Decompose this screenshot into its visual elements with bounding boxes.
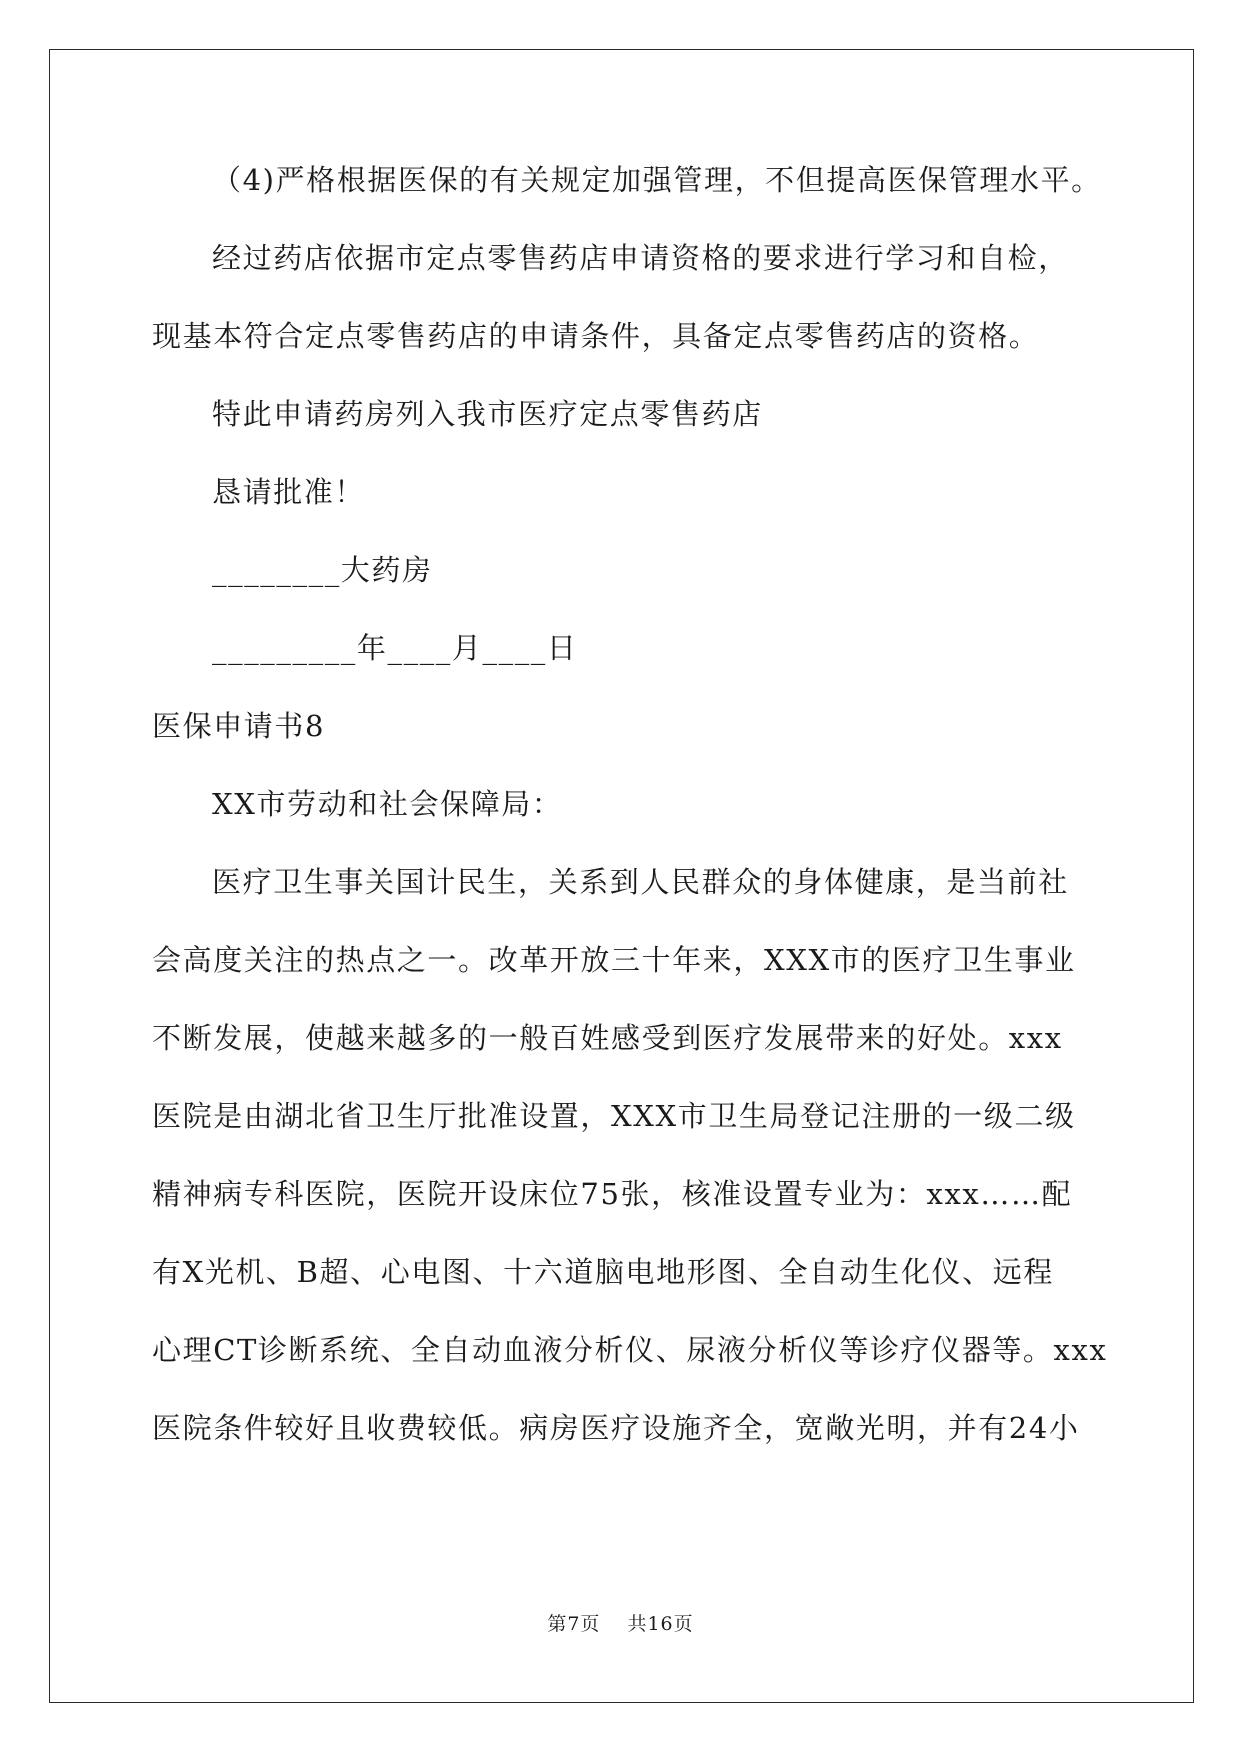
paragraph-line: 会高度关注的热点之一。改革开放三十年来，XXX市的医疗卫生事业 (152, 943, 1076, 977)
paragraph-line: 恳请批准！ (212, 475, 366, 509)
page-total: 共16页 (627, 1613, 694, 1635)
paragraph-line: 精神病专科医院，医院开设床位75张，核准设置专业为：xxx……配 (152, 1177, 1073, 1211)
date-line: _________年____月____日 (212, 631, 578, 665)
paragraph-line: 现基本符合定点零售药店的申请条件，具备定点零售药店的资格。 (152, 319, 1040, 353)
paragraph-line: 经过药店依据市定点零售药店申请资格的要求进行学习和自检， (212, 241, 1069, 275)
page-number: 第7页 (547, 1613, 601, 1635)
salutation-line: XX市劳动和社会保障局： (212, 787, 563, 821)
paragraph-line: 心理CT诊断系统、全自动血液分析仪、尿液分析仪等诊疗仪器等。xxx (152, 1333, 1108, 1367)
signature-pharmacy-line: ________大药房 (212, 553, 433, 587)
section-heading: 医保申请书8 (152, 709, 326, 743)
document-body (152, 160, 1108, 1448)
page-footer (0, 1612, 1241, 1636)
paragraph-line: 医疗卫生事关国计民生，关系到人民群众的身体健康，是当前社 (212, 865, 1069, 899)
paragraph-line: 医院是由湖北省卫生厅批准设置，XXX市卫生局登记注册的一级二级 (152, 1099, 1076, 1133)
paragraph-line: 特此申请药房列入我市医疗定点零售药店 (212, 397, 763, 431)
paragraph-line: （4)严格根据医保的有关规定加强管理，不但提高医保管理水平。 (212, 163, 1102, 197)
paragraph-line: 医院条件较好且收费较低。病房医疗设施齐全，宽敞光明，并有24小 (152, 1411, 1080, 1445)
paragraph-line: 不断发展，使越来越多的一般百姓感受到医疗发展带来的好处。xxx (152, 1021, 1063, 1055)
paragraph-line: 有X光机、B超、心电图、十六道脑电地形图、全自动生化仪、远程 (152, 1255, 1054, 1289)
